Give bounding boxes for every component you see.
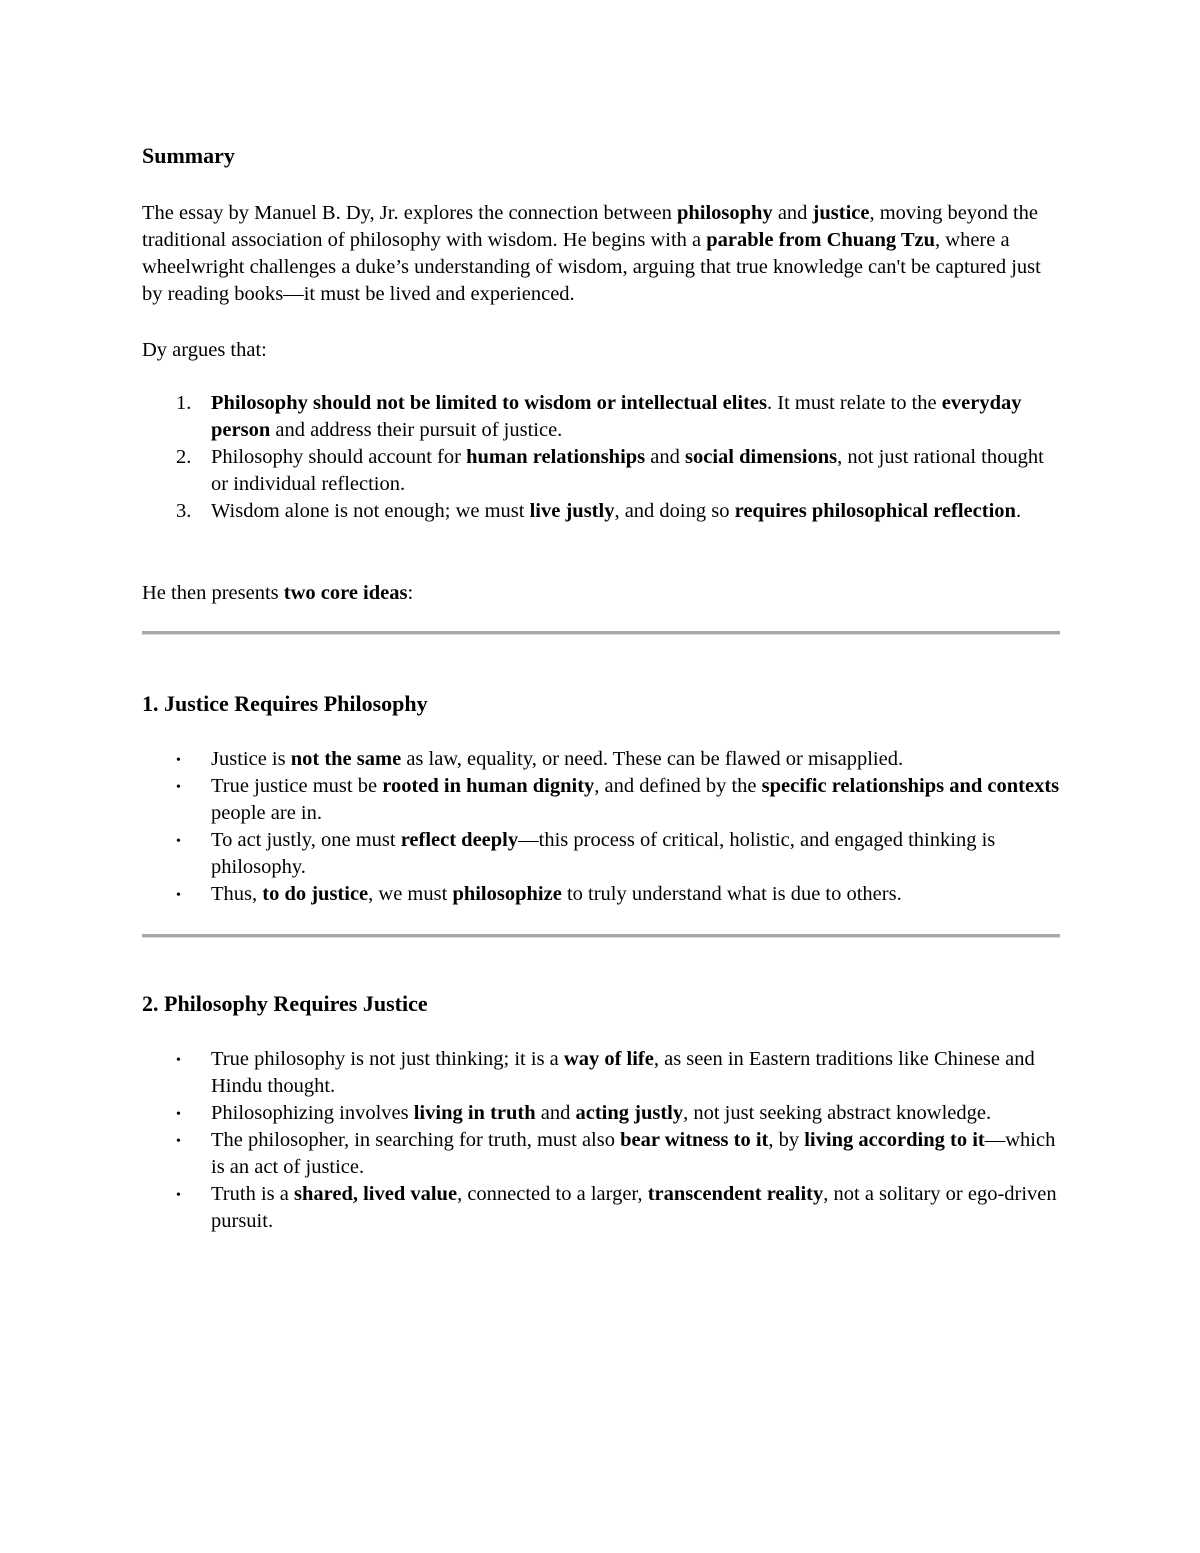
bullet-marker: • [176, 780, 181, 795]
argues-intro: Dy argues that: [142, 339, 267, 361]
bullet-marker: • [176, 1053, 181, 1068]
text-run: Truth is a [211, 1183, 294, 1205]
intro-paragraph [142, 200, 1060, 308]
text-run: Justice is [211, 748, 291, 770]
text-run: , and doing so [614, 500, 735, 522]
list-number: 2. [176, 446, 192, 468]
text-run: True philosophy is not just thinking; it is a [211, 1048, 564, 1070]
bold-text: social dimensions [685, 446, 838, 468]
text-run: as law, equality, or need. These can be flawed or misapplied. [401, 748, 904, 770]
bullet-marker: • [176, 1188, 181, 1203]
text-run: : [407, 582, 414, 604]
section2-bullet-list [142, 1046, 1060, 1235]
text-run: Thus, [211, 883, 263, 905]
list-item [142, 746, 1060, 773]
bold-text: rooted in human dignity [382, 775, 595, 797]
bold-text: living according to it [804, 1129, 985, 1151]
text-run: He then presents [142, 582, 284, 604]
bold-text: human relationships [466, 446, 646, 468]
text-run: The philosopher, in searching for truth, must also [211, 1129, 621, 1151]
bold-text: everyday person [211, 392, 1022, 441]
section1-bullet-list [142, 746, 1060, 908]
summary-heading: Summary [142, 143, 235, 168]
list-item [142, 444, 1060, 498]
bold-text: justice [812, 202, 870, 224]
text-run: —which is an act of justice. [211, 1129, 1056, 1178]
text-run: , we must [368, 883, 453, 905]
text-run: , where a wheelwright challenges a duke’s understanding of wisdom, arguing that true knowledge can't be captured just by reading books—it must be lived and experienced. [142, 229, 1041, 305]
text-run: —this process of critical, holistic, and engaged thinking is philosophy. [211, 829, 996, 878]
bold-text: specific relationships and contexts [761, 775, 1060, 797]
horizontal-rule [142, 934, 1060, 938]
text-run: . [1015, 500, 1022, 522]
bullet-marker: • [176, 834, 181, 849]
bold-text: shared, lived value [293, 1183, 458, 1205]
list-number: 1. [176, 392, 192, 414]
list-item [142, 1046, 1060, 1100]
bold-text: requires philosophical reflection [734, 500, 1016, 522]
list-item [142, 1100, 1060, 1127]
text-run: Philosophy should account for [211, 446, 467, 468]
bold-text: two core ideas [283, 582, 408, 604]
bold-text: parable from Chuang Tzu [706, 229, 936, 251]
bullet-marker: • [176, 1107, 181, 1122]
bold-text: transcendent reality [647, 1183, 824, 1205]
bullet-marker: • [176, 888, 181, 903]
text-run: and [772, 202, 813, 224]
horizontal-rule [142, 631, 1060, 635]
bold-text: to do justice [262, 883, 369, 905]
text-run: To act justly, one must [211, 829, 401, 851]
text-run: , by [768, 1129, 805, 1151]
list-item [142, 773, 1060, 827]
bold-text: live justly [529, 500, 615, 522]
text-run: to truly understand what is due to others. [561, 883, 902, 905]
text-run: Philosophizing involves [211, 1102, 414, 1124]
bold-text: bear witness to it [620, 1129, 769, 1151]
list-item [142, 1127, 1060, 1181]
text-run: True justice must be [211, 775, 383, 797]
text-run: Wisdom alone is not enough; we must [211, 500, 530, 522]
section1-heading: 1. Justice Requires Philosophy [142, 691, 428, 716]
text-run: The essay by Manuel B. Dy, Jr. explores the connection between [142, 202, 677, 224]
list-item [142, 1181, 1060, 1235]
bullet-marker: • [176, 1134, 181, 1149]
text-run: , connected to a larger, [457, 1183, 648, 1205]
bullet-marker: • [176, 753, 181, 768]
text-run: , and defined by the [594, 775, 762, 797]
bold-text: way of life [563, 1048, 654, 1070]
list-item [142, 390, 1060, 444]
bold-text: living in truth [413, 1102, 536, 1124]
bold-text: philosophize [452, 883, 562, 905]
presents-line [142, 580, 1060, 607]
arguments-list [142, 390, 1060, 525]
bold-text: reflect deeply [400, 829, 519, 851]
list-item [142, 827, 1060, 881]
bold-text: acting justly [575, 1102, 684, 1124]
text-run: , not just seeking abstract knowledge. [683, 1102, 992, 1124]
text-run: , moving beyond the traditional association of philosophy with wisdom. He begins with a [142, 202, 1039, 251]
text-run: , not just rational thought or individual reflection. [211, 446, 1044, 495]
bold-text: philosophy [676, 202, 773, 224]
text-run: and [645, 446, 686, 468]
text-run: , as seen in Eastern traditions like Chinese and Hindu thought. [211, 1048, 1035, 1097]
text-run: , not a solitary or ego-driven pursuit. [211, 1183, 1057, 1232]
text-run: . It must relate to the [767, 392, 942, 414]
text-run: and [535, 1102, 576, 1124]
text-run: people are in. [211, 802, 322, 824]
bold-text: Philosophy should not be limited to wisdom or intellectual elites [211, 392, 768, 414]
bold-text: not the same [290, 748, 402, 770]
list-item [142, 881, 1060, 908]
list-item [142, 498, 1060, 525]
section2-heading: 2. Philosophy Requires Justice [142, 991, 428, 1016]
list-number: 3. [176, 500, 192, 522]
text-run: and address their pursuit of justice. [270, 419, 563, 441]
